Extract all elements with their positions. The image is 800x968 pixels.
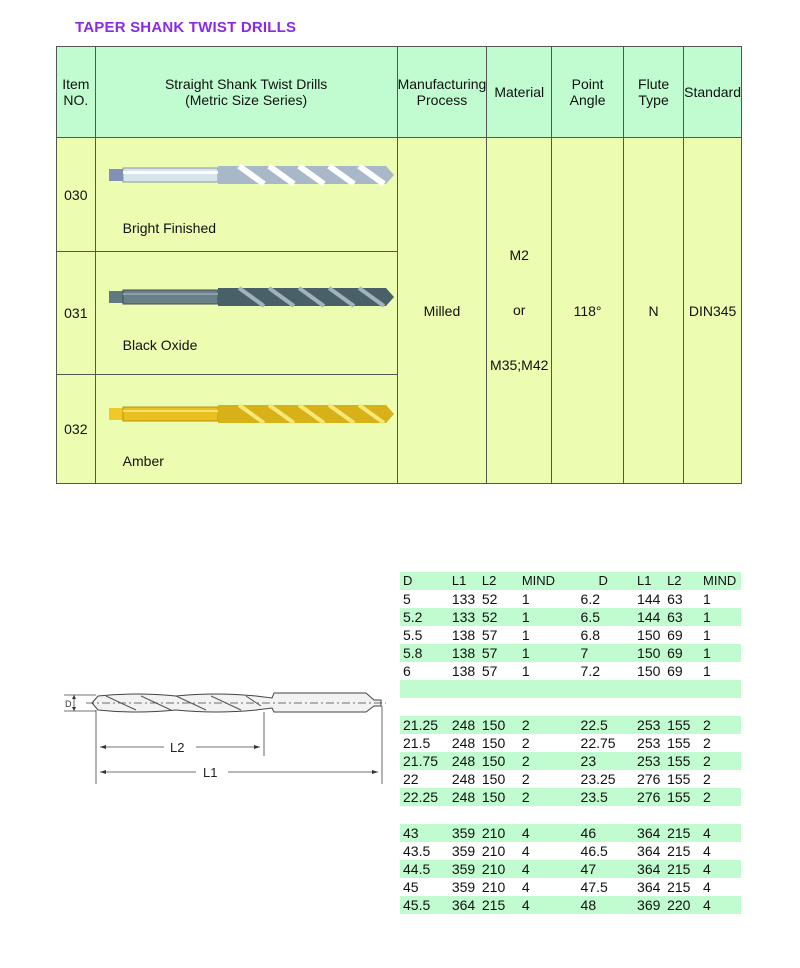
- spec-cell: 1: [521, 663, 530, 679]
- drill-outline: [86, 693, 386, 712]
- drill-bright-image: [109, 162, 394, 188]
- header-item-no-l1: Item: [62, 76, 90, 92]
- spec-cell: 2: [695, 716, 741, 734]
- spec-cell: 133: [451, 591, 476, 607]
- spec-cell: 22.5: [581, 716, 637, 734]
- l2-label: L2: [170, 740, 185, 755]
- spec-cell: 210: [481, 879, 506, 895]
- header-point-angle: [552, 47, 624, 138]
- l1-label: L1: [203, 765, 218, 780]
- item-no: 031: [57, 252, 96, 375]
- spec-cell: 364: [637, 879, 661, 895]
- spec-cell: 22.25: [400, 788, 452, 806]
- spacer-row: [400, 680, 741, 698]
- spec-cell: 2: [695, 752, 741, 770]
- spec-cell: 45: [403, 879, 419, 895]
- spec-cell: 138: [451, 663, 476, 679]
- spec-cell: 276: [637, 788, 667, 806]
- process-value: [397, 138, 487, 484]
- header-mfg-process: [397, 47, 487, 138]
- spacer-row: [400, 806, 741, 824]
- spec-cell: L2: [482, 572, 510, 590]
- header-flute-l2: Type: [638, 92, 669, 108]
- header-point-l2: Angle: [569, 92, 606, 108]
- spec-cell: 48: [581, 896, 637, 914]
- l1-dimension: [100, 706, 382, 784]
- spec-cell: 4: [703, 879, 711, 895]
- spec-cell: 6: [403, 663, 411, 679]
- header-flute-type: [624, 47, 684, 138]
- spec-row: [400, 608, 741, 626]
- spec-cell: 215: [667, 843, 691, 859]
- spec-row: [400, 590, 741, 608]
- spec-row: [400, 824, 741, 842]
- spec-cell: 1: [695, 608, 741, 626]
- spec-cell: 4: [695, 860, 741, 878]
- finish-label: Amber: [122, 453, 164, 469]
- spec-row: [400, 716, 741, 734]
- spec-cell: 1: [703, 663, 711, 679]
- spec-cell: 276: [637, 771, 661, 787]
- spec-cell: 369: [637, 896, 667, 914]
- spec-cell: 215: [667, 824, 695, 842]
- spec-cell: 69: [667, 627, 683, 643]
- drill-dimension-diagram: [56, 684, 386, 784]
- flute-type-value: [624, 138, 684, 484]
- spec-cell: 150: [637, 627, 661, 643]
- spec-cell: 4: [695, 824, 741, 842]
- spec-cell: 210: [481, 843, 506, 859]
- header-description: [95, 47, 397, 138]
- spec-cell: 43.5: [403, 843, 431, 859]
- spec-cell: 364: [637, 843, 661, 859]
- drill-cell: [95, 375, 397, 484]
- header-mfg-l2: Process: [416, 92, 468, 108]
- header-desc-l2: (Metric Size Series): [185, 92, 308, 108]
- spec-cell: MIND: [510, 572, 581, 590]
- header-desc-l1: Straight Shank Twist Drills: [164, 76, 328, 92]
- spec-cell: 44.5: [400, 860, 452, 878]
- spec-cell: 23: [581, 752, 637, 770]
- drill-amber-image: [109, 401, 394, 427]
- material-l3: M35;M42: [490, 357, 549, 373]
- spec-cell: 364: [637, 824, 667, 842]
- spec-cell: 150: [482, 788, 510, 806]
- spec-table: [400, 572, 741, 914]
- item-no: 032: [57, 375, 96, 484]
- spec-cell: 155: [667, 788, 695, 806]
- spec-cell: 2: [510, 788, 581, 806]
- spec-cell: 155: [667, 752, 695, 770]
- spec-cell: 2: [703, 735, 711, 751]
- spec-cell: 155: [667, 735, 691, 751]
- spec-cell: 2: [521, 735, 530, 751]
- spec-cell: 1: [695, 644, 741, 662]
- spec-cell: 45.5: [400, 896, 452, 914]
- header-mfg-l1: Manufacturing: [397, 76, 487, 92]
- spec-row: [400, 644, 741, 662]
- drill-black-oxide-image: [109, 284, 394, 310]
- header-material-label: Material: [494, 84, 545, 100]
- spec-cell: 2: [695, 788, 741, 806]
- spec-cell: 1: [521, 627, 530, 643]
- spec-row: [400, 842, 741, 860]
- spec-cell: 1: [510, 644, 581, 662]
- spec-cell: D: [400, 572, 452, 590]
- spacer-cell: [400, 806, 741, 824]
- spec-cell: 6.2: [580, 591, 601, 607]
- spec-cell: 21.75: [400, 752, 452, 770]
- spec-cell: 1: [703, 627, 711, 643]
- spec-cell: 138: [451, 627, 476, 643]
- spec-cell: 46: [581, 824, 637, 842]
- spec-cell: 150: [482, 716, 510, 734]
- material-l2: or: [513, 302, 526, 318]
- spec-cell: 150: [481, 735, 506, 751]
- spec-cell: 4: [521, 879, 530, 895]
- spec-cell: 150: [637, 663, 661, 679]
- spec-row: [400, 788, 741, 806]
- header-point-l1: Point: [571, 76, 604, 92]
- spec-cell: 5: [403, 591, 411, 607]
- spec-row: [400, 860, 741, 878]
- drill-cell: [95, 252, 397, 375]
- material-l1: M2: [509, 247, 529, 263]
- spec-row: [400, 770, 741, 788]
- spec-cell: 359: [452, 824, 482, 842]
- spec-cell: 52: [482, 608, 510, 626]
- spec-row: [400, 626, 741, 644]
- spec-cell: D: [581, 572, 637, 590]
- spec-cell: 47.5: [580, 879, 608, 895]
- spec-cell: 210: [482, 824, 510, 842]
- spec-cell: 21.25: [400, 716, 452, 734]
- spec-cell: 364: [452, 896, 482, 914]
- finish-label: Black Oxide: [122, 337, 198, 353]
- spec-cell: 359: [451, 879, 476, 895]
- spacer-cell: [400, 680, 741, 698]
- header-row: [57, 47, 742, 138]
- spec-cell: 150: [481, 771, 506, 787]
- spec-cell: 1: [510, 608, 581, 626]
- spec-cell: 23.5: [581, 788, 637, 806]
- spec-row: [400, 878, 741, 896]
- spec-cell: 364: [637, 860, 667, 878]
- header-item-no-l2: NO.: [63, 92, 89, 108]
- spec-cell: 4: [510, 860, 581, 878]
- spec-header-row: [400, 572, 741, 590]
- spec-cell: 4: [510, 896, 581, 914]
- spec-cell: 215: [667, 860, 695, 878]
- spec-cell: 22: [403, 771, 419, 787]
- standard-text: DIN345: [688, 302, 737, 319]
- spec-cell: 47: [581, 860, 637, 878]
- spec-cell: 4: [695, 896, 741, 914]
- spec-cell: 359: [451, 843, 476, 859]
- header-item-no: [57, 47, 96, 138]
- spec-cell: 5.2: [400, 608, 452, 626]
- spec-cell: 5.8: [400, 644, 452, 662]
- material-value: [487, 138, 552, 484]
- spec-cell: 57: [481, 627, 498, 643]
- spacer-row: [400, 698, 741, 716]
- spec-cell: 155: [667, 716, 695, 734]
- spec-cell: 2: [521, 771, 530, 787]
- process-text: Milled: [423, 302, 461, 319]
- spec-cell: 43: [400, 824, 452, 842]
- spec-cell: 210: [482, 860, 510, 878]
- spec-cell: 4: [521, 843, 530, 859]
- header-material: [487, 47, 552, 138]
- standard-value: [684, 138, 742, 484]
- spec-cell: 21.5: [403, 735, 431, 751]
- spec-cell: 57: [482, 644, 510, 662]
- spec-cell: 46.5: [580, 843, 608, 859]
- spec-cell: 1: [521, 591, 530, 607]
- spec-cell: 133: [452, 608, 482, 626]
- spec-cell: 215: [482, 896, 510, 914]
- spec-row: [400, 734, 741, 752]
- spec-cell: 248: [451, 771, 476, 787]
- spec-cell: L1: [637, 572, 667, 590]
- finish-label: Bright Finished: [122, 220, 217, 236]
- spec-cell: 253: [637, 735, 661, 751]
- page-title: TAPER SHANK TWIST DRILLS: [75, 19, 297, 36]
- spec-cell: 253: [637, 752, 667, 770]
- spec-cell: 220: [667, 896, 695, 914]
- spec-cell: L1: [452, 572, 482, 590]
- flute-type-text: N: [648, 302, 659, 319]
- spec-cell: L2: [667, 572, 695, 590]
- point-angle-text: 118°: [573, 302, 602, 319]
- spec-cell: 215: [667, 879, 691, 895]
- spec-cell: MIND: [695, 572, 741, 590]
- spec-cell: 63: [667, 591, 683, 607]
- spec-cell: 248: [452, 752, 482, 770]
- spec-cell: 4: [510, 824, 581, 842]
- header-flute-l1: Flute: [638, 76, 670, 92]
- spec-cell: 5.5: [403, 627, 423, 643]
- point-angle-value: [552, 138, 624, 484]
- spec-cell: 253: [637, 716, 667, 734]
- drill-cell: [95, 138, 397, 252]
- d-label: D: [65, 699, 72, 709]
- spec-cell: 52: [481, 591, 498, 607]
- table-row: [57, 138, 742, 252]
- spec-cell: 22.75: [580, 735, 616, 751]
- spec-cell: 6.8: [580, 627, 601, 643]
- spec-cell: 150: [482, 752, 510, 770]
- spec-cell: 4: [703, 843, 711, 859]
- spec-cell: 1: [703, 591, 711, 607]
- spec-cell: 57: [481, 663, 498, 679]
- spec-cell: 248: [451, 735, 476, 751]
- spec-cell: 63: [667, 608, 695, 626]
- spec-cell: 69: [667, 663, 683, 679]
- spec-cell: 7.2: [580, 663, 601, 679]
- header-standard-label: Standard: [684, 84, 741, 100]
- spec-cell: 138: [452, 644, 482, 662]
- spec-cell: 2: [510, 752, 581, 770]
- spec-cell: 150: [637, 644, 667, 662]
- spec-cell: 23.25: [580, 771, 616, 787]
- spec-cell: 6.5: [581, 608, 637, 626]
- spec-cell: 144: [637, 608, 667, 626]
- spec-cell: 359: [452, 860, 482, 878]
- header-standard: [684, 47, 742, 138]
- item-no: 030: [57, 138, 96, 252]
- spec-row: [400, 896, 741, 914]
- spec-cell: 248: [452, 716, 482, 734]
- spec-row: [400, 662, 741, 680]
- spec-cell: 144: [637, 591, 661, 607]
- spec-cell: 155: [667, 771, 691, 787]
- product-table: [56, 46, 742, 484]
- spec-cell: 69: [667, 644, 695, 662]
- spacer-cell: [400, 698, 741, 716]
- spec-cell: 2: [703, 771, 711, 787]
- spec-cell: 248: [452, 788, 482, 806]
- spec-row: [400, 752, 741, 770]
- spec-cell: 7: [581, 644, 637, 662]
- spec-cell: 2: [510, 716, 581, 734]
